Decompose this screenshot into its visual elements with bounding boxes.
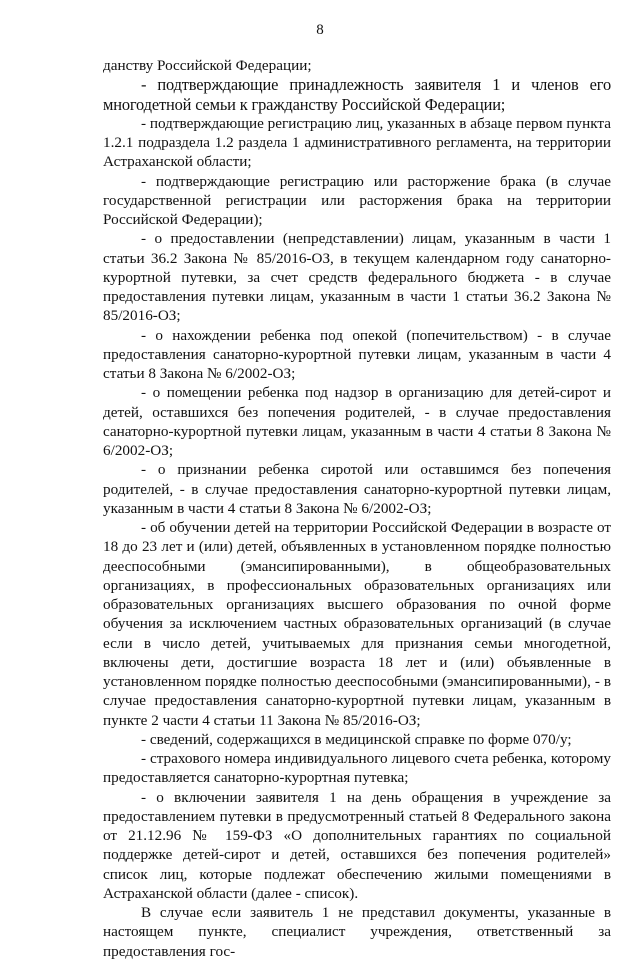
paragraph-orphan-status: - о признании ребенка сиротой или оставшимся без попечения родителей, - в случае предоставления санаторно-курортной путевки лицам, указанным в части 4 статьи 8 Закона № 6/2002-ОЗ; — [103, 461, 611, 517]
paragraph-guardianship: - о нахождении ребенка под опекой (попечительством) - в случае предоставления санаторно-курортной путевки лицам, указанным в части 4 статьи 8 Закона № 6/2002-ОЗ; — [103, 326, 611, 382]
document-body — [103, 56, 611, 961]
paragraph-insurance-number: - страхового номера индивидуального лицевого счета ребенка, которому предоставляется санаторно-курортная путевка; — [103, 750, 611, 787]
page-number: 8 — [316, 22, 324, 38]
paragraph-registration: - подтверждающие регистрацию лиц, указанных в абзаце первом пункта 1.2.1 подраздела 1.2 раздела 1 административного регламента, на территории Астраханской области; — [103, 114, 611, 171]
paragraph-voucher-provision: - о предоставлении (непредставлении) лицам, указанным в части 1 статьи 36.2 Закона № 85/2016-ОЗ, в текущем календарном году санаторно-курортной путевки, за счет средств федерального бюджета - в случае предоставления путевки лицам, указанным в части 1 статьи 36.2 Закона № 85/2016-ОЗ; — [103, 230, 611, 325]
paragraph-orphan-organization: - о помещении ребенка под надзор в организацию для детей-сирот и детей, оставшихся без попечения родителей, - в случае предоставления санаторно-курортной путевки лицам, указанным в части 4 статьи 8 Закона № 6/2002-ОЗ; — [103, 384, 611, 459]
paragraph-missing-documents: В случае если заявитель 1 не представил документы, указанные в настоящем пункте, специалист учреждения, ответственный за предоставления гос- — [103, 904, 611, 960]
paragraph-medical-certificate: - сведений, содержащихся в медицинской справке по форме 070/у; — [141, 730, 572, 748]
paragraph-housing-list: - о включении заявителя 1 на день обращения в учреждение за предоставлением путевки в предусмотренный статьей 8 Федерального закона от 21.12.96 № 159-ФЗ «О дополнительных гарантиях по социальной поддержке детей-сирот и детей, оставшихся без попечения родителей» список лиц, которые подлежат обеспечению жилыми помещениями в Астраханской области (далее - список). — [103, 788, 611, 902]
paragraph-continuation: данству Российской Федерации; — [103, 57, 312, 74]
paragraph-education: - об обучении детей на территории Российской Федерации в возрасте от 18 до 23 лет и (или) детей, объявленных в установленном порядке полностью дееспособными (эмансипированными), в общеобразовательных организациях, в профессиональных образовательных организациях или образовательных организациях высшего образования по очной форме обучения за исключением частных образовательных организаций (в случае если в число детей, учитываемых для признания семьи многодетной, включены дети, достигшие возраста 18 лет и (или) объявленные в установленном порядке полностью дееспособными (эмансипированными), - в случае предоставления санаторно-курортной путевки лицам, указанным в пункте 2 части 4 статьи 11 Закона № 85/2016-ОЗ; — [103, 519, 611, 729]
paragraph-marriage: - подтверждающие регистрацию или расторжение брака (в случае государственной регистрации или расторжения брака на территории Российской Федерации); — [103, 172, 611, 228]
paragraph-citizenship: - подтверждающие принадлежность заявителя 1 и членов его многодетной семьи к гражданству Российской Федерации; — [103, 75, 611, 114]
